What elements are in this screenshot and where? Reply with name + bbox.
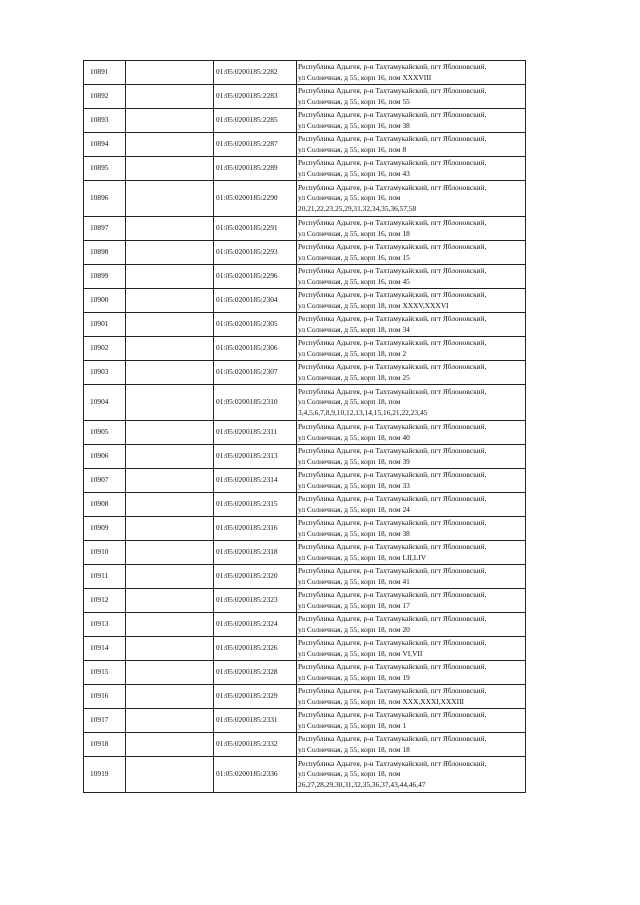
row-number-cell: 10919 [84, 757, 126, 793]
address-text: Республика Адыгея, р-н Тахтамукайский, пгт Яблоновский, ул Солнечная, д 55, корп 16, пом 20,21,22,23,25,29,31,32,34,35,36,57,58 [298, 182, 487, 213]
cadastral-number-cell: 01:05:0200185:2331 [214, 709, 297, 733]
address-cell [297, 445, 526, 469]
address-text: Республика Адыгея, р-н Тахтамукайский, пгт Яблоновский, ул Солнечная, д 55, корп 18, пом 17 [298, 589, 487, 610]
row-number-cell: 10908 [84, 493, 126, 517]
table-row [84, 337, 526, 361]
address-cell [297, 661, 526, 685]
address-text: Республика Адыгея, р-н Тахтамукайский, пгт Яблоновский, ул Солнечная, д 55, корп 18, пом 33 [298, 469, 487, 490]
empty-cell [126, 565, 214, 589]
cadastral-number-cell: 01:05:0200185:2293 [214, 241, 297, 265]
row-number-cell: 10909 [84, 517, 126, 541]
address-text: Республика Адыгея, р-н Тахтамукайский, пгт Яблоновский, ул Солнечная, д 55, корп 18, пом 40 [298, 421, 487, 442]
address-text: Республика Адыгея, р-н Тахтамукайский, пгт Яблоновский, ул Солнечная, д 55, корп 18, пом 26,27,28,29,30,31,32,35,36,37,43,44,46,47 [298, 758, 487, 789]
address-cell [297, 709, 526, 733]
table-row [84, 385, 526, 421]
address-text: Республика Адыгея, р-н Тахтамукайский, пгт Яблоновский, ул Солнечная, д 55, корп 16, пом 45 [298, 265, 487, 286]
address-cell [297, 265, 526, 289]
empty-cell [126, 133, 214, 157]
table-row [84, 157, 526, 181]
empty-cell [126, 685, 214, 709]
table-row [84, 661, 526, 685]
address-text: Республика Адыгея, р-н Тахтамукайский, пгт Яблоновский, ул Солнечная, д 55, корп 16, пом 15 [298, 241, 487, 262]
empty-cell [126, 613, 214, 637]
table-row [84, 565, 526, 589]
address-text: Республика Адыгея, р-н Тахтамукайский, пгт Яблоновский, ул Солнечная, д 55, корп 18, пом 1 [298, 709, 487, 730]
empty-cell [126, 181, 214, 217]
address-text: Республика Адыгея, р-н Тахтамукайский, пгт Яблоновский, ул Солнечная, д 55, корп 18, пом LII,LIV [298, 541, 487, 562]
address-text: Республика Адыгея, р-н Тахтамукайский, пгт Яблоновский, ул Солнечная, д 55, корп 18, пом 19 [298, 661, 487, 682]
row-number-cell: 10893 [84, 109, 126, 133]
address-cell [297, 61, 526, 85]
address-cell [297, 109, 526, 133]
address-cell [297, 613, 526, 637]
table-row [84, 313, 526, 337]
cadastral-number-cell: 01:05:0200185:2287 [214, 133, 297, 157]
table-row [84, 757, 526, 793]
table-row [84, 733, 526, 757]
address-text: Республика Адыгея, р-н Тахтамукайский, пгт Яблоновский, ул Солнечная, д 55, корп 18, пом 2 [298, 337, 487, 358]
empty-cell [126, 589, 214, 613]
cadastral-number-cell: 01:05:0200185:2289 [214, 157, 297, 181]
address-text: Республика Адыгея, р-н Тахтамукайский, пгт Яблоновский, ул Солнечная, д 55, корп 16, пом 8 [298, 133, 487, 154]
cadastral-number-cell: 01:05:0200185:2283 [214, 85, 297, 109]
empty-cell [126, 757, 214, 793]
row-number-cell: 10899 [84, 265, 126, 289]
address-text: Республика Адыгея, р-н Тахтамукайский, пгт Яблоновский, ул Солнечная, д 55, корп 18, пом 39 [298, 445, 487, 466]
row-number-cell: 10903 [84, 361, 126, 385]
address-cell [297, 757, 526, 793]
table-row [84, 445, 526, 469]
address-text: Республика Адыгея, р-н Тахтамукайский, пгт Яблоновский, ул Солнечная, д 55, корп 18, пом 18 [298, 733, 487, 754]
table-row [84, 493, 526, 517]
cadastral-number-cell: 01:05:0200185:2324 [214, 613, 297, 637]
table-row [84, 181, 526, 217]
cadastral-number-cell: 01:05:0200185:2326 [214, 637, 297, 661]
address-text: Республика Адыгея, р-н Тахтамукайский, пгт Яблоновский, ул Солнечная, д 55, корп 16, пом 55 [298, 85, 487, 106]
empty-cell [126, 541, 214, 565]
row-number-cell: 10916 [84, 685, 126, 709]
cadastral-number-cell: 01:05:0200185:2296 [214, 265, 297, 289]
row-number-cell: 10913 [84, 613, 126, 637]
empty-cell [126, 385, 214, 421]
empty-cell [126, 709, 214, 733]
address-cell [297, 85, 526, 109]
row-number-cell: 10895 [84, 157, 126, 181]
table-row [84, 541, 526, 565]
row-number-cell: 10915 [84, 661, 126, 685]
empty-cell [126, 157, 214, 181]
row-number-cell: 10914 [84, 637, 126, 661]
table-row [84, 265, 526, 289]
cadastral-number-cell: 01:05:0200185:2320 [214, 565, 297, 589]
address-cell [297, 637, 526, 661]
address-text: Республика Адыгея, р-н Тахтамукайский, пгт Яблоновский, ул Солнечная, д 55, корп 18, пом 41 [298, 565, 487, 586]
address-text: Республика Адыгея, р-н Тахтамукайский, пгт Яблоновский, ул Солнечная, д 55, корп 18, пом 20 [298, 613, 487, 634]
row-number-cell: 10901 [84, 313, 126, 337]
cadastral-number-cell: 01:05:0200185:2313 [214, 445, 297, 469]
cadastral-number-cell: 01:05:0200185:2314 [214, 469, 297, 493]
table-row [84, 517, 526, 541]
cadastral-number-cell: 01:05:0200185:2285 [214, 109, 297, 133]
cadastral-number-cell: 01:05:0200185:2323 [214, 589, 297, 613]
row-number-cell: 10891 [84, 61, 126, 85]
cadastral-number-cell: 01:05:0200185:2304 [214, 289, 297, 313]
cadastral-number-cell: 01:05:0200185:2311 [214, 421, 297, 445]
empty-cell [126, 217, 214, 241]
empty-cell [126, 469, 214, 493]
registry-table-body [84, 61, 526, 793]
address-cell [297, 493, 526, 517]
empty-cell [126, 265, 214, 289]
address-cell [297, 361, 526, 385]
cadastral-number-cell: 01:05:0200185:2306 [214, 337, 297, 361]
empty-cell [126, 517, 214, 541]
table-row [84, 61, 526, 85]
row-number-cell: 10902 [84, 337, 126, 361]
row-number-cell: 10905 [84, 421, 126, 445]
row-number-cell: 10904 [84, 385, 126, 421]
address-cell [297, 241, 526, 265]
address-text: Республика Адыгея, р-н Тахтамукайский, пгт Яблоновский, ул Солнечная, д 55, корп 18, пом XXXV,XXXVI [298, 289, 487, 310]
cadastral-number-cell: 01:05:0200185:2290 [214, 181, 297, 217]
empty-cell [126, 289, 214, 313]
table-row [84, 289, 526, 313]
cadastral-number-cell: 01:05:0200185:2328 [214, 661, 297, 685]
table-row [84, 613, 526, 637]
address-cell [297, 685, 526, 709]
empty-cell [126, 445, 214, 469]
cadastral-number-cell: 01:05:0200185:2316 [214, 517, 297, 541]
address-text: Республика Адыгея, р-н Тахтамукайский, пгт Яблоновский, ул Солнечная, д 55, корп 18, пом XXX,XXXI,XXXIII [298, 685, 487, 706]
cadastral-number-cell: 01:05:0200185:2291 [214, 217, 297, 241]
address-cell [297, 313, 526, 337]
row-number-cell: 10898 [84, 241, 126, 265]
address-cell [297, 421, 526, 445]
address-cell [297, 217, 526, 241]
empty-cell [126, 85, 214, 109]
empty-cell [126, 361, 214, 385]
row-number-cell: 10897 [84, 217, 126, 241]
row-number-cell: 10896 [84, 181, 126, 217]
table-row [84, 637, 526, 661]
address-text: Республика Адыгея, р-н Тахтамукайский, пгт Яблоновский, ул Солнечная, д 55, корп 16, пом 38 [298, 109, 487, 130]
address-cell [297, 157, 526, 181]
address-text: Республика Адыгея, р-н Тахтамукайский, пгт Яблоновский, ул Солнечная, д 55, корп 18, пом 34 [298, 313, 487, 334]
address-cell [297, 733, 526, 757]
address-cell [297, 289, 526, 313]
table-row [84, 709, 526, 733]
empty-cell [126, 109, 214, 133]
table-row [84, 361, 526, 385]
empty-cell [126, 733, 214, 757]
address-text: Республика Адыгея, р-н Тахтамукайский, пгт Яблоновский, ул Солнечная, д 55, корп 16, пом 18 [298, 217, 487, 238]
row-number-cell: 10918 [84, 733, 126, 757]
row-number-cell: 10912 [84, 589, 126, 613]
address-text: Республика Адыгея, р-н Тахтамукайский, пгт Яблоновский, ул Солнечная, д 55, корп 16, пом XXXVIII [298, 61, 487, 82]
cadastral-number-cell: 01:05:0200185:2332 [214, 733, 297, 757]
cadastral-number-cell: 01:05:0200185:2305 [214, 313, 297, 337]
table-row [84, 241, 526, 265]
empty-cell [126, 421, 214, 445]
address-text: Республика Адыгея, р-н Тахтамукайский, пгт Яблоновский, ул Солнечная, д 55, корп 18, пом VI,VII [298, 637, 487, 658]
cadastral-number-cell: 01:05:0200185:2310 [214, 385, 297, 421]
address-text: Республика Адыгея, р-н Тахтамукайский, пгт Яблоновский, ул Солнечная, д 55, корп 18, пом 24 [298, 493, 487, 514]
cadastral-number-cell: 01:05:0200185:2282 [214, 61, 297, 85]
empty-cell [126, 493, 214, 517]
address-cell [297, 565, 526, 589]
cadastral-number-cell: 01:05:0200185:2336 [214, 757, 297, 793]
row-number-cell: 10917 [84, 709, 126, 733]
cadastral-number-cell: 01:05:0200185:2315 [214, 493, 297, 517]
address-cell [297, 469, 526, 493]
row-number-cell: 10900 [84, 289, 126, 313]
address-cell [297, 385, 526, 421]
address-cell [297, 541, 526, 565]
row-number-cell: 10911 [84, 565, 126, 589]
table-row [84, 589, 526, 613]
cadastral-number-cell: 01:05:0200185:2307 [214, 361, 297, 385]
table-row [84, 85, 526, 109]
address-text: Республика Адыгея, р-н Тахтамукайский, пгт Яблоновский, ул Солнечная, д 55, корп 18, пом 25 [298, 361, 487, 382]
address-cell [297, 589, 526, 613]
row-number-cell: 10906 [84, 445, 126, 469]
address-cell [297, 133, 526, 157]
empty-cell [126, 637, 214, 661]
address-text: Республика Адыгея, р-н Тахтамукайский, пгт Яблоновский, ул Солнечная, д 55, корп 16, пом 43 [298, 157, 487, 178]
address-text: Республика Адыгея, р-н Тахтамукайский, пгт Яблоновский, ул Солнечная, д 55, корп 18, пом 38 [298, 517, 487, 538]
row-number-cell: 10907 [84, 469, 126, 493]
empty-cell [126, 241, 214, 265]
table-row [84, 685, 526, 709]
empty-cell [126, 337, 214, 361]
table-row [84, 421, 526, 445]
address-cell [297, 181, 526, 217]
table-row [84, 469, 526, 493]
empty-cell [126, 61, 214, 85]
table-row [84, 133, 526, 157]
table-row [84, 217, 526, 241]
empty-cell [126, 661, 214, 685]
row-number-cell: 10894 [84, 133, 126, 157]
address-cell [297, 517, 526, 541]
row-number-cell: 10910 [84, 541, 126, 565]
row-number-cell: 10892 [84, 85, 126, 109]
cadastral-number-cell: 01:05:0200185:2329 [214, 685, 297, 709]
cadastral-number-cell: 01:05:0200185:2318 [214, 541, 297, 565]
address-text: Республика Адыгея, р-н Тахтамукайский, пгт Яблоновский, ул Солнечная, д 55, корп 18, пом 3,4,5,6,7,8,9,10,12,13,14,15,16,21,22,23,45 [298, 386, 487, 417]
table-row [84, 109, 526, 133]
address-cell [297, 337, 526, 361]
registry-table [83, 60, 526, 793]
empty-cell [126, 313, 214, 337]
